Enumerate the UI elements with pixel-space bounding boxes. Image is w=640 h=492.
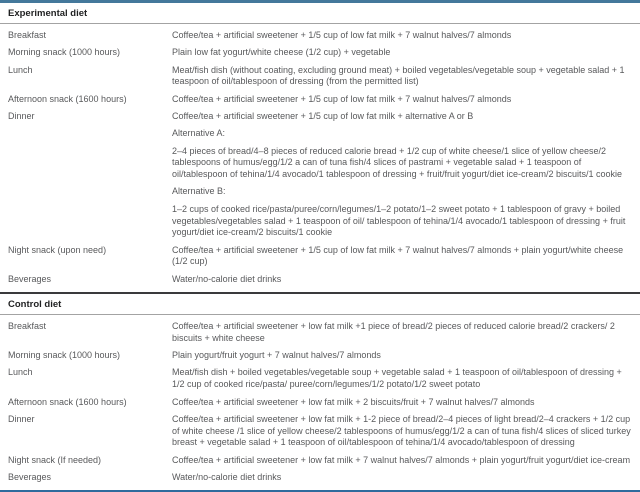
table-row [0,245,640,269]
meal-label: Breakfast [8,30,47,40]
section-title: Experimental diet [0,3,640,24]
meal-label: Beverages [8,472,52,483]
meal-label [0,128,172,140]
meal-description: 2–4 pieces of bread/4–8 pieces of reduced calorie bread + 1/2 cup of white cheese/1 slice of yellow cheese/2 tablespoons of humus/egg/1/2 a can of tuna fish/4 slices of pastrami + vegetable salad + 1 teaspoon of oil/tablespoon of tehina/1/4 avocado/1 tablespoon of dressing + fruit/fruit yogurt/diet ice-cream/2 biscuits/1 cookie [172,145,623,180]
table-row [0,186,640,198]
meal-description: Water/no-calorie diet drinks [172,273,282,284]
meal-label [0,186,172,198]
table-row [0,47,640,59]
table-row [0,274,640,286]
meal-description: Plain yogurt/fruit yogurt + 7 walnut halves/7 almonds [172,350,381,361]
meal-description: Alternative A: [172,128,226,139]
meal-description: Water/no-calorie diet drinks [172,472,282,483]
section-rows [0,24,640,292]
meal-description: 1–2 cups of cooked rice/pasta/puree/corn/legumes/1–2 potato/1–2 sweet potato + 1 tablespoon of gravy + boiled vegetables/vegetables salad + 1 teaspoon of oil/ tablespoon of tehina/1/4 avocado/1 tablespoon of dressing + fruit yogurt/diet ice-cream/2 biscuits/1 cookie [172,203,626,238]
table-row [0,146,640,181]
meal-label: Night snack (If needed) [8,454,102,465]
section-rows [0,315,640,490]
meal-label: Dinner [8,110,35,121]
table-row [0,94,640,106]
diet-section [0,3,640,292]
table-row [0,455,640,467]
meal-description: Meat/fish dish + boiled vegetables/vegetable soup + vegetable salad + 1 teaspoon of oil/tablespoon of dressing + 1/2 cup of cooked rice/pasta/ puree/corn/legumes/1/2 potato/1/2 sweet potato [172,367,622,390]
table-row [0,204,640,239]
table-row [0,111,640,123]
table-row [0,367,640,391]
meal-label: Beverages [8,273,52,284]
meal-description: Coffee/tea + artificial sweetener + 1/5 cup of low fat milk + 7 walnut halves/7 almonds [172,93,512,104]
table-row [0,30,640,42]
meal-description: Alternative B: [172,186,226,197]
meal-label: Afternoon snack (1600 hours) [8,93,127,104]
meal-label: Afternoon snack (1600 hours) [8,396,127,407]
meal-description: Plain low fat yogurt/white cheese (1/2 cup) + vegetable [172,47,391,58]
section-title: Control diet [0,294,640,315]
meal-label [0,146,172,181]
meal-label: Breakfast [8,321,47,332]
table-row [0,321,640,345]
meal-description: Coffee/tea + artificial sweetener + 1/5 cup of low fat milk + 7 walnut halves/7 almonds + plain yogurt/white cheese (1/2 cup) [172,244,624,267]
meal-label: Night snack (upon need) [8,244,107,255]
table-row [0,350,640,362]
meal-label: Dinner [8,413,35,424]
meal-label: Lunch [8,367,33,378]
table-row [0,65,640,89]
meal-description: Coffee/tea + artificial sweetener + low fat milk + 2 biscuits/fruit + 7 walnut halves/7 almonds [172,396,535,407]
meal-description: Coffee/tea + artificial sweetener + low fat milk + 7 walnut halves/7 almonds + plain yogurt/fruit yogurt/diet ice-cream [172,454,631,465]
table-row [0,128,640,140]
table-row [0,414,640,449]
meal-description: Coffee/tea + artificial sweetener + low fat milk + 1-2 piece of bread/2–4 pieces of light bread/2–4 crackers + 1/2 cup of white cheese /1 slice of yellow cheese/2 tablespoons of humus/egg/1/2 a can of tuna fish/4 slices of sliced turkey breast + vegetable salad + 1 teaspoon of oil/tablespoon of tehina/1/4 avocado/tablespoon of dressing [172,413,631,448]
meal-description: Meat/fish dish (without coating, excluding ground meat) + boiled vegetables/vegetable soup + vegetable salad + 1 teaspoon of oil/tablespoon of dressing (from the permitted list) [172,64,625,87]
table-row [0,472,640,484]
meal-description: Coffee/tea + artificial sweetener + 1/5 cup of low fat milk + alternative A or B [172,110,474,121]
meal-label: Morning snack (1000 hours) [8,350,121,361]
meal-label: Morning snack (1000 hours) [8,47,121,58]
meal-description: Coffee/tea + artificial sweetener + low fat milk +1 piece of bread/2 pieces of reduced calorie bread/2 crackers/ 2 biscuits + white cheese [172,321,615,343]
meal-label: Lunch [8,64,33,75]
diet-section [0,292,640,490]
meal-description: Coffee/tea + artificial sweetener + 1/5 cup of low fat milk + 7 walnut halves/7 almonds [172,30,512,40]
meal-label [0,204,172,239]
table-row [0,397,640,409]
